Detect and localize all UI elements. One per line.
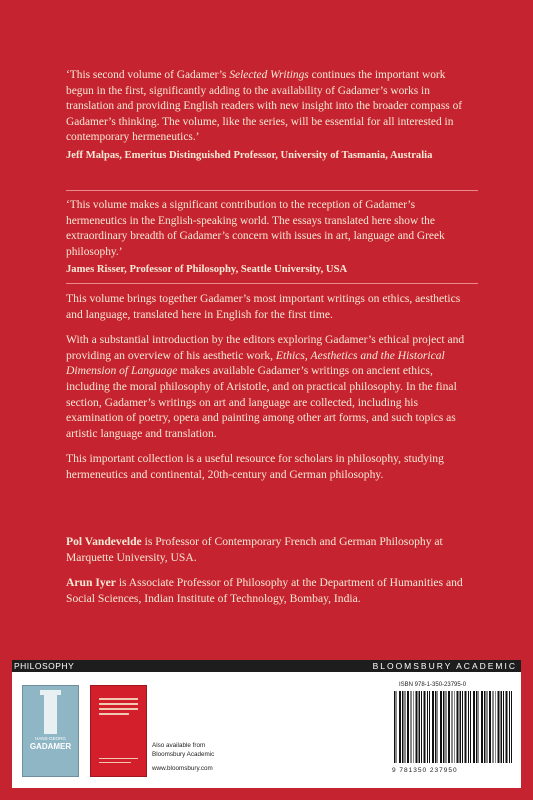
barcode xyxy=(394,691,512,763)
quote-malpas xyxy=(66,68,476,163)
quote-risser-text: ‘This volume makes a significant contribution to the reception of Gadamer’s hermeneutics in the English-speaking world. The essays translated here show the extraordinary breadth of Gadamer’s concern with issues in art, language and Greek philosophy.’ xyxy=(66,199,445,258)
column-icon xyxy=(23,686,78,734)
also-available-line2: Bloomsbury Academic xyxy=(152,751,215,758)
description-paragraph-1: This volume brings together Gadamer’s most important writings on ethics, aesthetics and language, translated here in English for the first time. xyxy=(66,292,461,321)
bio-vandevelde: Pol Vandevelde is Professor of Contemporary French and German Philosophy at Marquette University, USA. xyxy=(66,535,443,564)
also-available-line1: Also available from xyxy=(152,742,206,749)
barcode-number: 9 781350 237950 xyxy=(392,767,458,774)
bio-iyer: Arun Iyer is Associate Professor of Philosophy at the Department of Humanities and Social Sciences, Indian Institute of Technology, Bombay, India. xyxy=(66,576,463,605)
quote-malpas-text: ‘This second volume of Gadamer’s Selected Writings continues the important work begun in the first, significantly adding to the availability of Gadamer’s works in translation and providing English readers with new insight into the broader compass of Gadamer’s thinking. The volume, like the series, will be essential for all interested in contemporary hermeneutics.’ xyxy=(66,69,463,144)
back-panel xyxy=(12,672,521,788)
divider xyxy=(66,283,478,284)
description-paragraph-2: With a substantial introduction by the editors exploring Gadamer’s ethical project and providing an overview of his aesthetic work, Ethics, Aesthetics and the Historical Dimension of Language makes available Gadamer’s writings on ancient ethics, including the moral philosophy of Aristotle, and on practical philosophy. In the final section, Gadamer’s writings on art and language are collected, including his examination of poetry, opera and painting among other art forms, and such topics as artistic language and translation. xyxy=(66,333,465,440)
book-cover-author: HANS-GEORG xyxy=(35,736,66,741)
divider xyxy=(66,190,478,191)
quote-risser-attribution: James Risser, Professor of Philosophy, Seattle University, USA xyxy=(66,264,348,276)
publisher-url[interactable]: www.bloomsbury.com xyxy=(152,765,213,772)
category-label: PHILOSOPHY xyxy=(14,661,75,671)
isbn-text: ISBN 978-1-350-23795-0 xyxy=(399,682,467,688)
quote-malpas-attribution: Jeff Malpas, Emeritus Distinguished Professor, University of Tasmania, Australia xyxy=(66,149,433,161)
quote-risser xyxy=(66,198,476,277)
book-cover-title: GADAMER xyxy=(29,742,72,751)
description xyxy=(66,291,476,493)
category-bar xyxy=(12,660,521,672)
book-cover-gadamer xyxy=(22,685,79,777)
description-paragraph-3: This important collection is a useful resource for scholars in philosophy, studying hermeneutics and continental, 20th-century and German philosophy. xyxy=(66,452,444,481)
bios xyxy=(66,534,476,616)
publisher-label: BLOOMSBURY ACADEMIC xyxy=(372,661,517,671)
book-cover-red xyxy=(90,685,147,777)
